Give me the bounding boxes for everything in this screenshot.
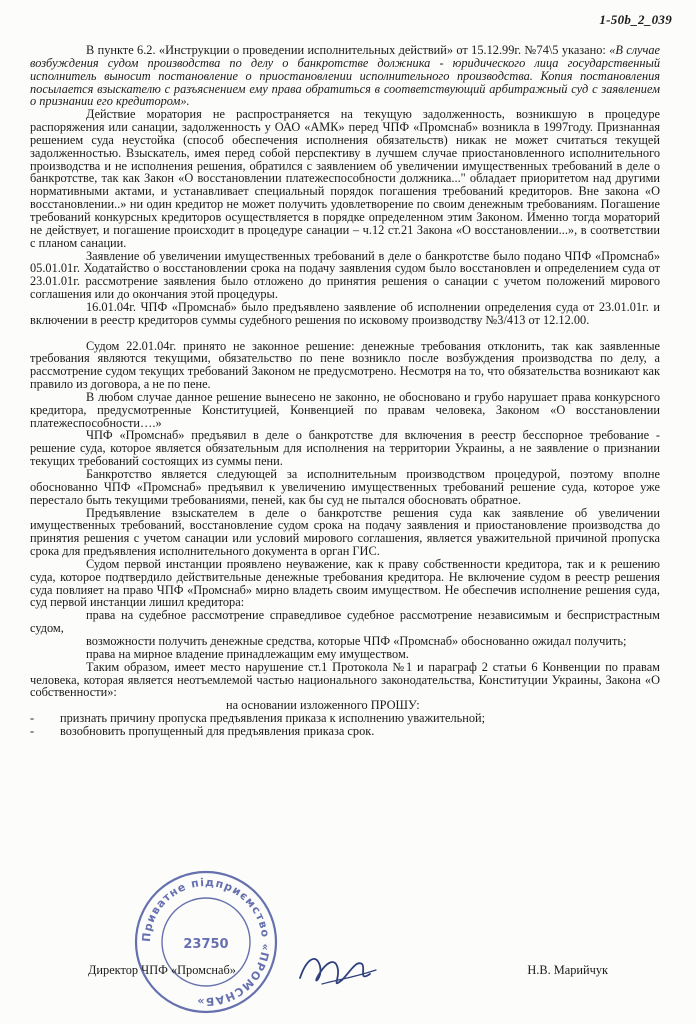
paragraph-claim-2004: 16.01.04г. ЧПФ «Промснаб» было предъявлено заявление об исполнении определения суда от 23.01.01г. и включении в реестр кредиторов суммы судебного решения по исковому производству №3/413 от 12.12.00. [30,299,660,327]
request-dash: - [30,723,35,738]
request-item-2 [30,725,660,738]
paragraph-valid-reason: Предъявление взыскателем в деле о банкротстве решения суда как заявление об увеличении имущественных требований, восстановление судом срока на подачу заявления и приостановление производства до принятия решения с учетом санации или условий мирового соглашения, является уважительной причиной пропуска срока для предъявления исполнительного документа в орган ГИС. [30,505,660,559]
signature-row [88,963,608,978]
paragraph-court-decision: Судом 22.01.04г. принято не законное решение: денежные требования отклонить, так как заявленные требования являются текущими, обязательство по пене возникло после возбуждения производства по делу, а рассмотрение судом текущих требований Законом не предусмотрено. Несмотря на то, что обязательства возникают как правило из договора, а не по пене. [30,338,660,392]
stamp-text: Приватне підприємство «ПРОМСНАБ» [139,875,273,1009]
request-dash: - [30,711,35,726]
paragraph-moratorium: Действие моратория не распространяется на текущую задолженность, возникшую в процедуре распоряжения или санации, задолженность у ОАО «АМК» перед ЧПФ «Промснаб» возникла в 1997году. Признанная решением суда неустойка (способ обеспечения исполнения обязательств) никак не может считаться текущей задолженностью. Взыскатель, имея перед собой перспективу в лучшем случае приостановленного исполнительного производства и не исполнения решения, обратился с заявлением об увеличении имущественных требований в деле о банкротстве, так как Закон «О восстановлении платежеспособности должника..." обладает приоритетом над другими нормативными актами, и устанавливает специальный порядок погашения требований кредиторов. Вне закона «О восстановлении..» ни один кредитор не может получить удовлетворение по своим денежным требованиям. Погашение требований конкурсных кредиторов осуществляется в порядке определенном этим Законом. Именно тогда мораторий не действует, и погашение происходит в процедуре санации – ч.12 ст.21 Закона «О восстановлении...», в соответствии с планом санации. [30,107,660,250]
page-identifier: 1-50b_2_039 [599,12,672,27]
request-heading: на основании изложенного ПРОШУ: [226,698,420,713]
paragraph-right-fair-trial: права на судебное рассмотрение справедливое судебное рассмотрение независимым и беспристрастным судом, [30,608,660,636]
paragraph-disrespect: Судом первой инстанции проявлено неуважение, как к праву собственности кредитора, так и к решению суда, которое подтвердило действительные денежные требования кредитора. Не включение судом в реестр решения суда повлияет на право ЧПФ «Промснаб» мирно владеть своим имуществом. Не обеспечив исполнение решения суда, суд первой инстанции лишил кредитора: [30,556,660,610]
document-body [30,44,660,738]
request-text: возобновить пропущенный для предъявления приказа срок. [60,723,375,738]
director-name: Н.В. Марийчук [527,963,608,977]
paragraph-right-funds: возможности получить денежные средства, которые ЧПФ «Промснаб» обоснованно ожидал получить; [86,633,627,648]
paragraph-instruction [30,44,660,108]
paragraph-right-property: права на мирное владение принадлежащим ему имуществом. [86,646,409,661]
spacer [30,327,660,340]
paragraph-claim-filing: Заявление об увеличении имущественных требований в деле о банкротстве было подано ЧПФ «Промснаб» 05.01.01г. Ходатайство о восстановлении срока на подачу заявления судом было восстановлен и определением суда от 23.01.01г. рассмотрение заявления было отложено до принятия решения о санации с учетом положений мирового соглашения или до окончания этой процедуры. [30,248,660,302]
paragraph-undisputed-claim: ЧПФ «Промснаб» предъявил в деле о банкротстве для включения в реестр бесспорное требование - решение суда, которое является обязательным для исполнения на территории Украины, а не заявление о признании текущих требований состоящих из суммы пени. [30,428,660,469]
request-text: признать причину пропуска предъявления приказа к исполнению уважительной; [60,711,486,726]
paragraph-lead: В пункте 6.2. «Инструкции о проведении исполнительных действий» от 15.12.99г. №74\5 указано: [86,43,610,57]
stamp-code: 23750 [183,937,229,952]
quoted-instruction: «В случае возбуждения судом производства по делу о банкротстве должника - юридического лица государственный исполнитель выносит постановление о приостановлении исполнительного производства. Копия постановления посылается взыскателю с разъяснением ему права обратиться в соответствующий арбитражный суд с заявлением о признании его кредитором». [30,43,661,109]
company-stamp-icon [132,868,280,1016]
director-title: Директор ЧПФ «Промснаб» [88,963,236,977]
paragraph-bankruptcy-procedure: Банкротство является следующей за исполнительным производством процедурой, поэтому вполне обоснованно ЧПФ «Промснаб» предъявил к увеличению имущественных требований решение суда, которое уже перестало быть текущими требованиями, пеней, как бы суд не пытался обосновать обратное. [30,467,660,507]
paragraph-violation: Таким образом, имеет место нарушение ст.1 Протокола №1 и параграф 2 статьи 6 Конвенции по правам человека, которая является неотъемлемой частью национального законодательства, Конституции Украины, Закона «О собственности»: [30,659,660,700]
paragraph-unlawful-decision: В любом случае данное решение вынесено не законно, не обосновано и грубо нарушает права конкурсного кредитора, предусмотренные Конституцией, Конвенцией по правам человека, Законом «О восстановлении платежеспособности….» [30,389,660,430]
